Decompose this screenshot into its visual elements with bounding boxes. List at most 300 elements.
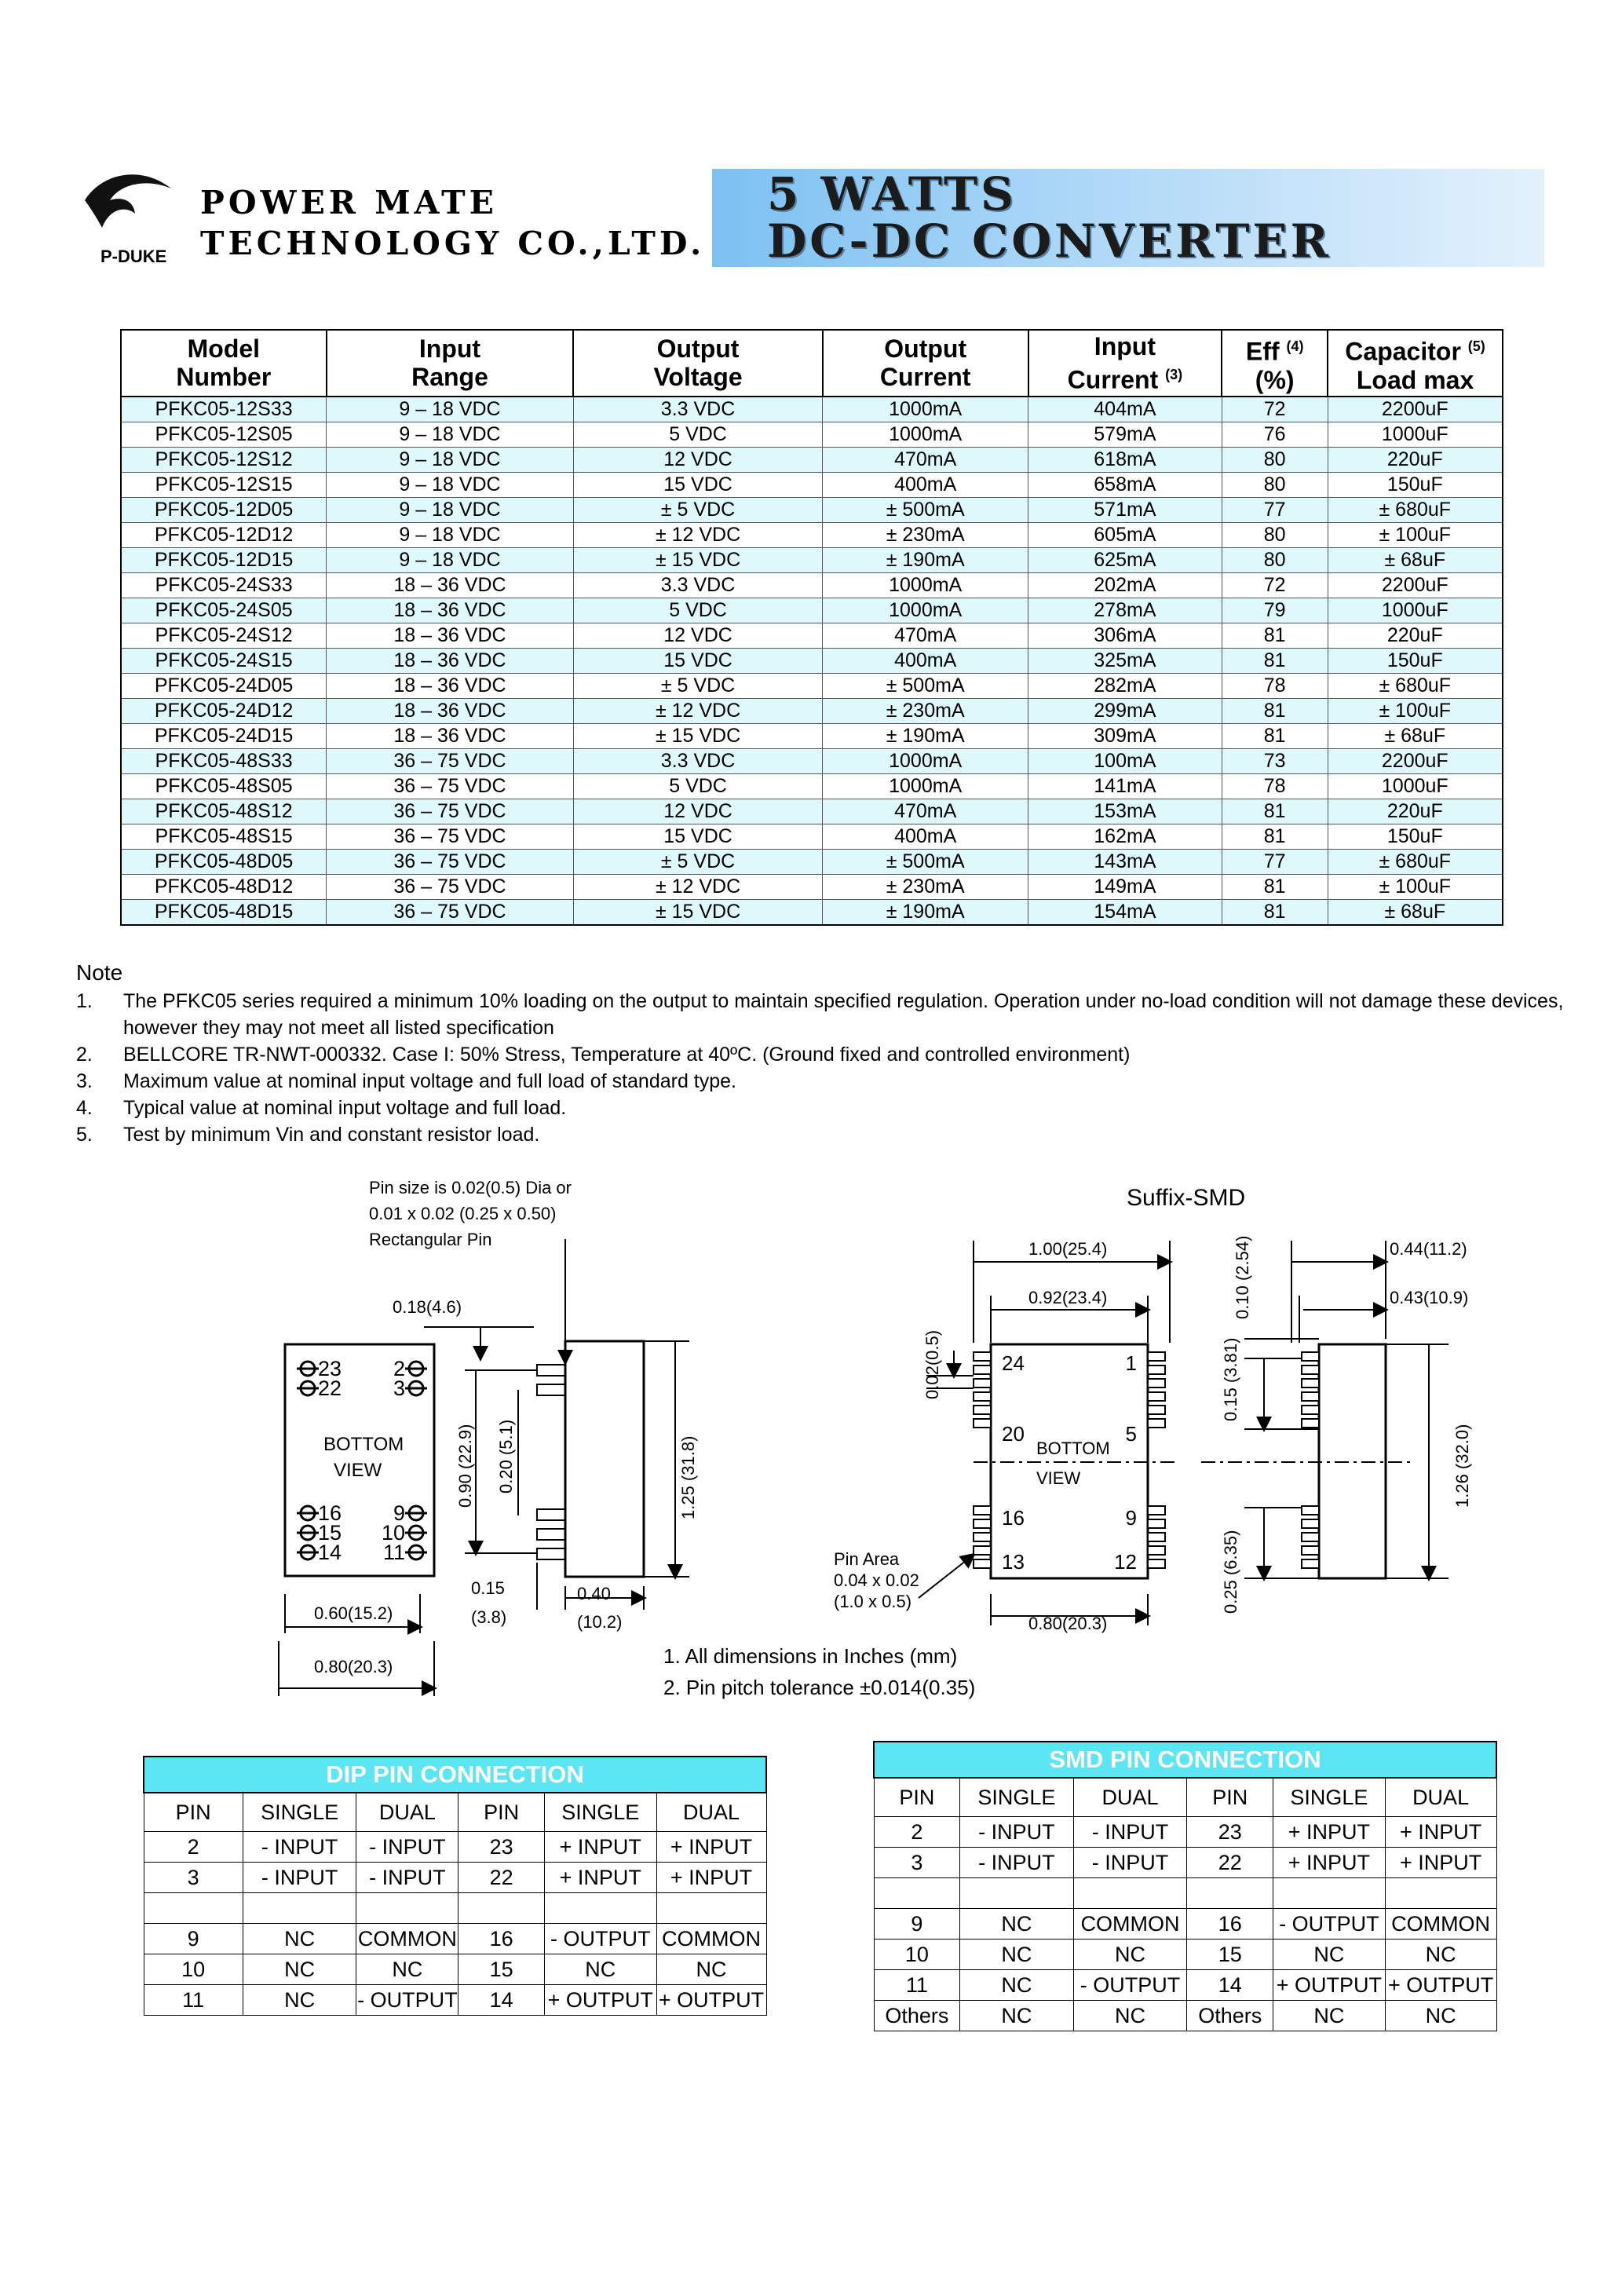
dim-015-smd: 0.15 (3.81) — [1221, 1337, 1240, 1421]
pin-table-cell: - INPUT — [356, 1832, 458, 1863]
spec-cell: PFKC05-24S15 — [121, 648, 327, 673]
company-logo — [79, 165, 181, 243]
spec-cell: 80 — [1222, 472, 1328, 497]
spec-cell: ± 15 VDC — [573, 899, 823, 925]
pin-table-cell: 11 — [874, 1970, 960, 2001]
pin-table-cell — [1273, 1878, 1386, 1909]
pin-table-cell: 15 — [1187, 1940, 1273, 1970]
pin-table-cell: + INPUT — [656, 1832, 766, 1863]
spec-row — [121, 849, 1503, 874]
spec-cell: 18 – 36 VDC — [327, 572, 574, 598]
spec-header-line1: Input — [418, 335, 481, 364]
spec-cell: PFKC05-48D05 — [121, 849, 327, 874]
note-number: 5. — [76, 1124, 93, 1146]
pin-table-cell: COMMON — [1385, 1909, 1496, 1940]
spec-cell: ± 500mA — [823, 849, 1028, 874]
spec-header-cell — [823, 330, 1028, 397]
spec-cell: 36 – 75 VDC — [327, 849, 574, 874]
spec-cell: 36 – 75 VDC — [327, 874, 574, 899]
spec-cell: 79 — [1222, 598, 1328, 623]
spec-cell: 9 – 18 VDC — [327, 397, 574, 422]
spec-cell: ± 15 VDC — [573, 547, 823, 572]
spec-cell: 72 — [1222, 572, 1328, 598]
pin-table-cell: 10 — [874, 1940, 960, 1970]
spec-cell: 36 – 75 VDC — [327, 748, 574, 773]
pin-table-column-header: SINGLE — [960, 1778, 1073, 1817]
note-item — [76, 988, 1568, 1041]
spec-row — [121, 899, 1503, 925]
spec-cell: 1000mA — [823, 773, 1028, 799]
spec-cell: 1000mA — [823, 422, 1028, 447]
spec-cell: 1000mA — [823, 748, 1028, 773]
spec-cell: 73 — [1222, 748, 1328, 773]
spec-cell: 77 — [1222, 849, 1328, 874]
spec-cell: PFKC05-24D12 — [121, 698, 327, 723]
spec-cell: ± 12 VDC — [573, 874, 823, 899]
spec-cell: ± 15 VDC — [573, 723, 823, 748]
dip-pin-number: 9 — [393, 1501, 405, 1525]
spec-header-line2: Current — [1067, 365, 1159, 394]
pin-table-cell: Others — [1187, 2001, 1273, 2031]
pin-table-row — [144, 1924, 766, 1954]
pin-table-row — [144, 1832, 766, 1863]
spec-cell: 220uF — [1328, 799, 1503, 824]
spec-cell: PFKC05-12D05 — [121, 497, 327, 522]
dim-100: 1.00(25.4) — [1028, 1239, 1108, 1259]
spec-row — [121, 572, 1503, 598]
spec-header-line2: Range — [411, 363, 488, 392]
spec-row — [121, 874, 1503, 899]
pin-table-cell: + INPUT — [656, 1863, 766, 1893]
pin-table-cell: 9 — [874, 1909, 960, 1940]
pin-area-line1: Pin Area — [834, 1549, 900, 1569]
spec-cell: 81 — [1222, 899, 1328, 925]
spec-cell: 9 – 18 VDC — [327, 547, 574, 572]
spec-cell: 150uF — [1328, 648, 1503, 673]
spec-header-line1: Input — [1094, 332, 1156, 360]
smd-side-pad — [1302, 1366, 1319, 1374]
pin-table-cell: - INPUT — [1073, 1848, 1187, 1878]
pin-table-row — [874, 1970, 1496, 2001]
pin-table-cell — [243, 1893, 356, 1924]
spec-cell: 400mA — [823, 824, 1028, 849]
pin-table-cell: - INPUT — [243, 1832, 356, 1863]
pin-table-cell — [1073, 1878, 1187, 1909]
company-name-line1: POWER MATE — [200, 184, 498, 221]
spec-header-cell — [1328, 330, 1503, 397]
spec-cell: 202mA — [1028, 572, 1222, 598]
smd-side-pad — [1302, 1352, 1319, 1361]
spec-cell: 77 — [1222, 497, 1328, 522]
dim-025: 0.25 (6.35) — [1221, 1530, 1240, 1614]
pin-table-cell: 23 — [1187, 1817, 1273, 1848]
spec-cell: 9 – 18 VDC — [327, 472, 574, 497]
smd-pin-table — [873, 1741, 1497, 2031]
note-number: 2. — [76, 1044, 93, 1066]
spec-cell: 18 – 36 VDC — [327, 623, 574, 648]
pin-table-cell: - INPUT — [960, 1848, 1073, 1878]
pduke-logo-icon — [79, 165, 181, 243]
spec-cell: 15 VDC — [573, 824, 823, 849]
spec-cell: 80 — [1222, 522, 1328, 547]
pin-table-cell: NC — [1385, 1940, 1496, 1970]
spec-cell: 625mA — [1028, 547, 1222, 572]
dip-pin-number: 11 — [382, 1541, 405, 1564]
pin-table-cell: + INPUT — [544, 1832, 656, 1863]
smd-side-pad — [1302, 1379, 1319, 1387]
spec-cell: 18 – 36 VDC — [327, 723, 574, 748]
spec-header-footnote: (3) — [1165, 367, 1183, 382]
spec-cell: 5 VDC — [573, 422, 823, 447]
spec-cell: PFKC05-48D12 — [121, 874, 327, 899]
spec-header-line1: Output — [656, 335, 740, 364]
spec-row — [121, 598, 1503, 623]
note-text: Maximum value at nominal input voltage and full load of standard type. — [123, 1070, 737, 1092]
dip-table-title: DIP PIN CONNECTION — [144, 1757, 766, 1793]
spec-cell: ± 68uF — [1328, 723, 1503, 748]
pin-table-cell: NC — [243, 1924, 356, 1954]
pin-table-cell: - OUTPUT — [356, 1985, 458, 2016]
pin-table-cell: + OUTPUT — [656, 1985, 766, 2016]
pin-table-row — [144, 1893, 766, 1924]
spec-cell: PFKC05-24D15 — [121, 723, 327, 748]
spec-cell: ± 100uF — [1328, 698, 1503, 723]
smd-pad — [974, 1519, 991, 1528]
note-text: BELLCORE TR-NWT-000332. Case I: 50% Stress, Temperature at 40ºC. (Ground fixed and controlled environment) — [123, 1044, 1131, 1066]
pin-table-cell: + INPUT — [1273, 1848, 1386, 1878]
pin-table-cell: - INPUT — [356, 1863, 458, 1893]
spec-cell: PFKC05-24S05 — [121, 598, 327, 623]
spec-cell: 1000mA — [823, 397, 1028, 422]
spec-cell: 143mA — [1028, 849, 1222, 874]
smd-pad — [974, 1366, 991, 1374]
spec-cell: 5 VDC — [573, 773, 823, 799]
note-number: 1. — [76, 990, 93, 1012]
dim-080-dip: 0.80(20.3) — [314, 1657, 393, 1676]
smd-pad — [1148, 1533, 1165, 1541]
spec-row — [121, 748, 1503, 773]
spec-header-line2: Voltage — [653, 363, 743, 392]
spec-cell: 9 – 18 VDC — [327, 447, 574, 472]
spec-cell: 78 — [1222, 773, 1328, 799]
smd-pad — [974, 1546, 991, 1555]
note-text: Typical value at nominal input voltage and full load. — [123, 1097, 567, 1119]
smd-pad — [1148, 1519, 1165, 1528]
spec-cell: 9 – 18 VDC — [327, 497, 574, 522]
smd-pin-number: 12 — [1114, 1550, 1137, 1574]
spec-cell: 81 — [1222, 874, 1328, 899]
pin-table-column-header: SINGLE — [1273, 1778, 1386, 1817]
spec-cell: ± 68uF — [1328, 547, 1503, 572]
spec-cell: PFKC05-48S12 — [121, 799, 327, 824]
spec-row — [121, 522, 1503, 547]
spec-cell: ± 12 VDC — [573, 522, 823, 547]
pin-table-cell — [544, 1893, 656, 1924]
dip-bottom-label: BOTTOM — [323, 1434, 404, 1455]
spec-cell: PFKC05-12S33 — [121, 397, 327, 422]
spec-header-line1: Capacitor — [1345, 337, 1461, 366]
spec-cell: 470mA — [823, 447, 1028, 472]
pin-table-row — [144, 1863, 766, 1893]
spec-cell: 80 — [1222, 447, 1328, 472]
spec-cell: 3.3 VDC — [573, 748, 823, 773]
pin-table-column-row — [874, 1778, 1496, 1817]
spec-cell: 9 – 18 VDC — [327, 522, 574, 547]
spec-table-header — [121, 330, 1503, 397]
spec-cell: 306mA — [1028, 623, 1222, 648]
spec-header-line1: Model — [187, 335, 261, 364]
spec-cell: 325mA — [1028, 648, 1222, 673]
spec-row — [121, 723, 1503, 748]
note-item — [76, 1121, 1568, 1148]
pin-table-cell — [1187, 1878, 1273, 1909]
smd-pad — [974, 1379, 991, 1387]
dim-126: 1.26 (32.0) — [1452, 1424, 1472, 1508]
spec-cell: PFKC05-48S33 — [121, 748, 327, 773]
pin-table-cell: - OUTPUT — [1073, 1970, 1187, 2001]
spec-row — [121, 397, 1503, 422]
pin-table-cell: NC — [960, 1940, 1073, 1970]
pin-table-cell: Others — [874, 2001, 960, 2031]
spec-header-line1: Output — [884, 335, 967, 364]
spec-header-line2: Number — [176, 363, 272, 392]
pin-table-cell: NC — [1073, 2001, 1187, 2031]
pin-table-row — [144, 1985, 766, 2016]
pin-table-row — [874, 1817, 1496, 1848]
pin-table-row — [874, 1940, 1496, 1970]
smd-pad — [1148, 1366, 1165, 1374]
smd-pad — [1148, 1546, 1165, 1555]
pin-table-cell: 3 — [144, 1863, 243, 1893]
spec-cell: ± 12 VDC — [573, 698, 823, 723]
spec-cell: ± 100uF — [1328, 522, 1503, 547]
pin-area-line3: (1.0 x 0.5) — [834, 1592, 912, 1611]
pin-table-cell: + OUTPUT — [1273, 1970, 1386, 2001]
spec-cell: 1000uF — [1328, 598, 1503, 623]
pin-table-column-header: DUAL — [356, 1793, 458, 1832]
smd-title: Suffix-SMD — [1127, 1185, 1246, 1211]
spec-header-line2: Load max — [1356, 365, 1474, 394]
spec-cell: 150uF — [1328, 824, 1503, 849]
pin-size-note-line2: 0.01 x 0.02 (0.25 x 0.50) — [369, 1204, 557, 1223]
spec-cell: PFKC05-12D15 — [121, 547, 327, 572]
pin-table-cell: 2 — [144, 1832, 243, 1863]
company-name — [200, 182, 705, 264]
spec-cell: 309mA — [1028, 723, 1222, 748]
note-item — [76, 1041, 1568, 1068]
pin-table-cell: NC — [1073, 1940, 1187, 1970]
pin-table-cell: COMMON — [356, 1924, 458, 1954]
spec-cell: 18 – 36 VDC — [327, 648, 574, 673]
smd-pad — [1148, 1559, 1165, 1568]
company-name-line2: TECHNOLOGY CO.,LTD. — [200, 225, 706, 262]
pin-table-column-header: DUAL — [1385, 1778, 1496, 1817]
smd-pad — [1148, 1392, 1165, 1401]
dim-125: 1.25 (31.8) — [678, 1435, 698, 1519]
spec-cell: 2200uF — [1328, 397, 1503, 422]
spec-cell: PFKC05-48D15 — [121, 899, 327, 925]
spec-row — [121, 673, 1503, 698]
spec-cell: 36 – 75 VDC — [327, 824, 574, 849]
smd-pin-number: 24 — [1002, 1351, 1025, 1375]
dip-pin-number: 10 — [381, 1521, 405, 1545]
pin-table-cell — [356, 1893, 458, 1924]
dip-pin-number: 3 — [393, 1377, 405, 1400]
spec-cell: 12 VDC — [573, 447, 823, 472]
spec-cell: 36 – 75 VDC — [327, 773, 574, 799]
smd-side-pad — [1302, 1392, 1319, 1401]
spec-header-line2: (%) — [1255, 365, 1295, 394]
spec-cell: 12 VDC — [573, 799, 823, 824]
pin-size-note-line3: Rectangular Pin — [369, 1230, 492, 1249]
spec-cell: 605mA — [1028, 522, 1222, 547]
smd-pad — [974, 1352, 991, 1361]
spec-cell: 470mA — [823, 623, 1028, 648]
spec-cell: 18 – 36 VDC — [327, 698, 574, 723]
pin-table-cell — [144, 1893, 243, 1924]
smd-side-pad — [1302, 1546, 1319, 1555]
pin-table-cell: + OUTPUT — [544, 1985, 656, 2016]
pin-table-cell: 14 — [458, 1985, 544, 2016]
spec-row — [121, 799, 1503, 824]
spec-cell: 1000mA — [823, 598, 1028, 623]
spec-cell: 220uF — [1328, 623, 1503, 648]
dim-060: 0.60(15.2) — [314, 1603, 393, 1623]
spec-cell: ± 680uF — [1328, 497, 1503, 522]
pin-table-row — [874, 1848, 1496, 1878]
spec-cell: PFKC05-24S33 — [121, 572, 327, 598]
smd-side-pad — [1302, 1559, 1319, 1568]
dim-002: 0.02(0.5) — [922, 1329, 942, 1399]
spec-header-line1: Eff — [1245, 337, 1280, 366]
pin-table-cell: - INPUT — [243, 1863, 356, 1893]
smd-pad — [1148, 1419, 1165, 1428]
smd-table-title: SMD PIN CONNECTION — [874, 1742, 1496, 1778]
pin-table-cell: NC — [960, 1909, 1073, 1940]
spec-cell: 12 VDC — [573, 623, 823, 648]
spec-cell: PFKC05-12S05 — [121, 422, 327, 447]
pin-table-row — [144, 1954, 766, 1985]
pin-table-cell: - OUTPUT — [544, 1924, 656, 1954]
spec-cell: 81 — [1222, 799, 1328, 824]
notes-list — [76, 988, 1568, 1148]
spec-cell: ± 190mA — [823, 723, 1028, 748]
smd-pin-number: 16 — [1002, 1506, 1025, 1530]
smd-pad — [974, 1419, 991, 1428]
smd-pad — [974, 1392, 991, 1401]
spec-cell: 9 – 18 VDC — [327, 422, 574, 447]
pin-table-column-header: PIN — [144, 1793, 243, 1832]
dim-092: 0.92(23.4) — [1028, 1288, 1108, 1307]
spec-header-cell — [1028, 330, 1222, 397]
spec-cell: PFKC05-24S12 — [121, 623, 327, 648]
spec-row — [121, 648, 1503, 673]
pin-table-column-header: SINGLE — [544, 1793, 656, 1832]
pin-table-cell: 2 — [874, 1817, 960, 1848]
spec-cell: 81 — [1222, 723, 1328, 748]
pin-table-row — [874, 2001, 1496, 2031]
smd-side-pad — [1302, 1406, 1319, 1414]
smd-bottom-label: BOTTOM — [1036, 1439, 1110, 1458]
smd-pad — [1148, 1406, 1165, 1414]
pin-table-cell: 22 — [458, 1863, 544, 1893]
spec-cell: ± 190mA — [823, 899, 1028, 925]
dim-043: 0.43(10.9) — [1390, 1288, 1469, 1307]
spec-cell: 81 — [1222, 623, 1328, 648]
pin-table-column-header: PIN — [1187, 1778, 1273, 1817]
logo-label: P-DUKE — [100, 247, 167, 266]
mechanical-drawings — [0, 1170, 1622, 1720]
spec-cell: PFKC05-12S15 — [121, 472, 327, 497]
spec-cell: 1000uF — [1328, 773, 1503, 799]
dim-020: 0.20 (5.1) — [496, 1419, 516, 1493]
spec-cell: ± 5 VDC — [573, 849, 823, 874]
spec-cell: 579mA — [1028, 422, 1222, 447]
spec-row — [121, 497, 1503, 522]
spec-header-cell — [1222, 330, 1328, 397]
pin-table-cell: NC — [544, 1954, 656, 1985]
spec-cell: 278mA — [1028, 598, 1222, 623]
spec-cell: 81 — [1222, 824, 1328, 849]
dim-040a: 0.40 — [577, 1584, 611, 1603]
smd-side-pad — [1302, 1506, 1319, 1515]
spec-cell: 141mA — [1028, 773, 1222, 799]
pin-table-row — [874, 1909, 1496, 1940]
spec-cell: PFKC05-12S12 — [121, 447, 327, 472]
spec-row — [121, 447, 1503, 472]
smd-pad — [1148, 1379, 1165, 1387]
spec-cell: 5 VDC — [573, 598, 823, 623]
dip-pin-table — [143, 1756, 767, 2016]
pin-table-cell: - INPUT — [1073, 1817, 1187, 1848]
spec-cell: 150uF — [1328, 472, 1503, 497]
spec-cell: 400mA — [823, 648, 1028, 673]
dip-pin-number: 16 — [318, 1501, 342, 1525]
banner-title-line2: DC-DC CONVERTER — [767, 214, 1332, 268]
spec-cell: 1000mA — [823, 572, 1028, 598]
pin-table-cell: 14 — [1187, 1970, 1273, 2001]
spec-cell: 162mA — [1028, 824, 1222, 849]
spec-cell: 658mA — [1028, 472, 1222, 497]
pin-table-cell: COMMON — [656, 1924, 766, 1954]
pin-table-cell: 9 — [144, 1924, 243, 1954]
dip-pin-number: 23 — [318, 1357, 342, 1380]
spec-header-cell — [573, 330, 823, 397]
pin-table-row — [874, 1878, 1496, 1909]
dim-080-smd: 0.80(20.3) — [1028, 1614, 1108, 1633]
spec-cell: 571mA — [1028, 497, 1222, 522]
spec-cell: 15 VDC — [573, 648, 823, 673]
pin-table-column-row — [144, 1793, 766, 1832]
spec-row — [121, 698, 1503, 723]
spec-cell: 470mA — [823, 799, 1028, 824]
pin-size-note-line1: Pin size is 0.02(0.5) Dia or — [369, 1178, 572, 1197]
pin-table-cell: 15 — [458, 1954, 544, 1985]
pin-table-cell: - OUTPUT — [1273, 1909, 1386, 1940]
product-banner — [712, 169, 1544, 267]
spec-cell: ± 100uF — [1328, 874, 1503, 899]
spec-header-footnote: (4) — [1286, 338, 1304, 354]
pin-table-cell: + INPUT — [1385, 1848, 1496, 1878]
pin-table-cell: NC — [1273, 1940, 1386, 1970]
spec-cell: 78 — [1222, 673, 1328, 698]
spec-cell: PFKC05-24D05 — [121, 673, 327, 698]
spec-header-cell — [327, 330, 574, 397]
smd-pin-number: 13 — [1002, 1550, 1025, 1574]
spec-row — [121, 773, 1503, 799]
pin-table-cell: + INPUT — [544, 1863, 656, 1893]
spec-header-cell — [121, 330, 327, 397]
